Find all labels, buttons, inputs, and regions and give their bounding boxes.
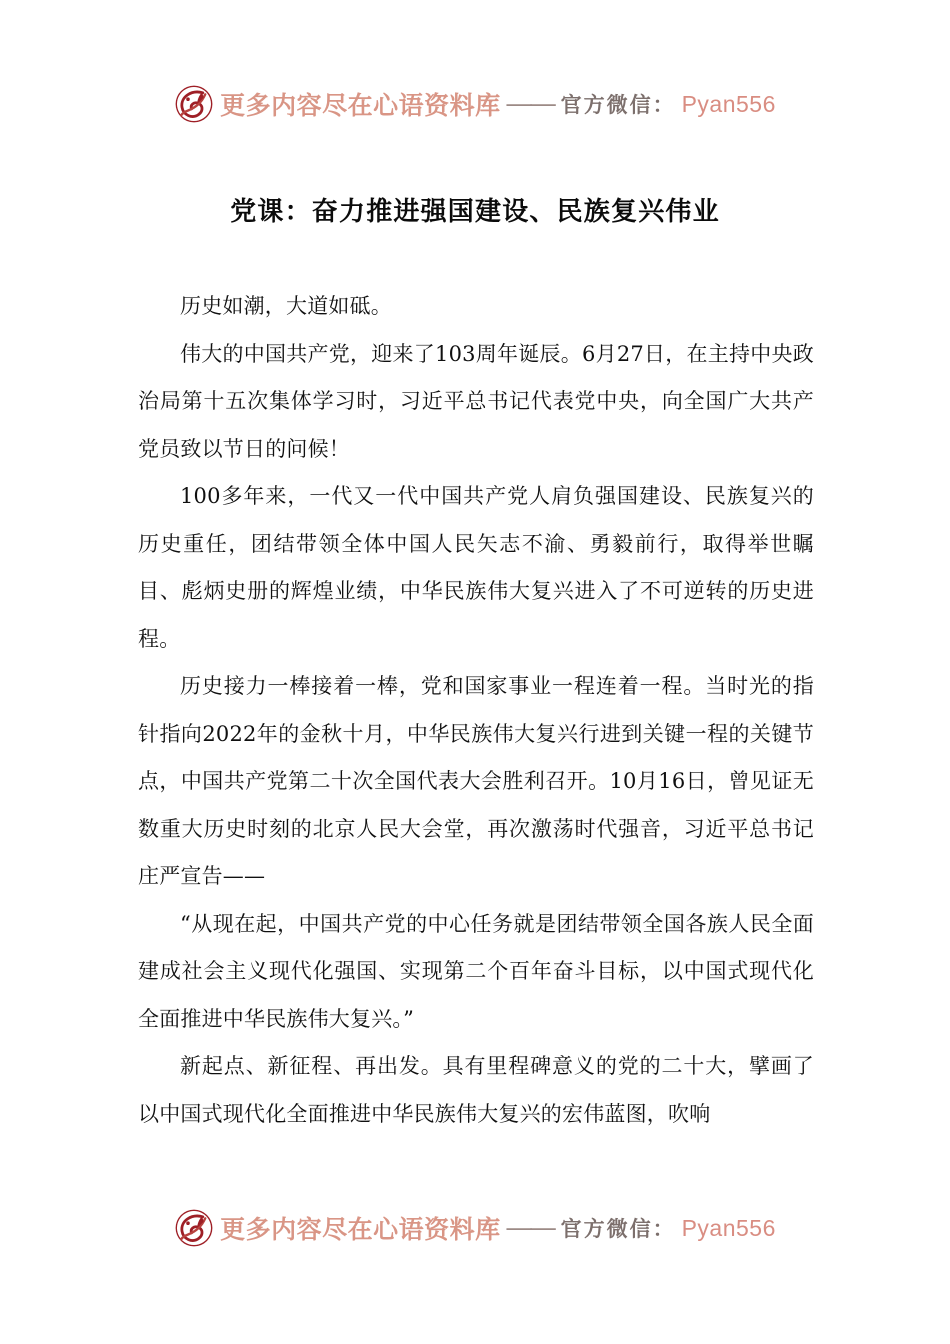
paragraph: 伟大的中国共产党，迎来了103周年诞辰。6月27日，在主持中央政治局第十五次集体学习时，习近平总书记代表党中央，向全国广大共产党员致以节日的问候！	[138, 341, 814, 461]
footer-watermark	[0, 1208, 950, 1248]
watermark-main-text: 更多内容尽在心语资料库	[220, 93, 501, 120]
watermark-label: 官方微信：	[560, 93, 676, 117]
swirl-seal-icon	[174, 1208, 214, 1248]
watermark-label: 官方微信：	[560, 1217, 676, 1241]
header-watermark	[0, 84, 950, 124]
document-body	[138, 283, 814, 1138]
paragraph: 100多年来，一代又一代中国共产党人肩负强国建设、民族复兴的历史重任，团结带领全体中国人民矢志不渝、勇毅前行，取得举世瞩目、彪炳史册的辉煌业绩，中华民族伟大复兴进入了不可逆转的历史进程。	[138, 484, 814, 651]
watermark-account-id: Pyan556	[681, 1214, 776, 1241]
watermark-dash: ——	[506, 1214, 555, 1241]
page-title: 党课：奋力推进强国建设、民族复兴伟业	[230, 197, 720, 228]
paragraph: “从现在起，中国共产党的中心任务就是团结带领全国各族人民全面建成社会主义现代化强国、实现第二个百年奋斗目标，以中国式现代化全面推进中华民族伟大复兴。”	[138, 911, 814, 1031]
watermark-account-id: Pyan556	[681, 90, 776, 117]
paragraph: 新起点、新征程、再出发。具有里程碑意义的党的二十大，擘画了以中国式现代化全面推进中华民族伟大复兴的宏伟蓝图，吹响	[138, 1054, 814, 1126]
paragraph: 历史如潮，大道如砥。	[180, 294, 392, 318]
paragraph: 历史接力一棒接着一棒，党和国家事业一程连着一程。当时光的指针指向2022年的金秋十月，中华民族伟大复兴行进到关键一程的关键节点，中国共产党第二十次全国代表大会胜利召开。10月16日，曾见证无数重大历史时刻的北京人民大会堂，再次激荡时代强音，习近平总书记庄严宣告——	[138, 674, 814, 888]
swirl-seal-icon	[174, 84, 214, 124]
watermark-main-text: 更多内容尽在心语资料库	[220, 1217, 501, 1244]
watermark-dash: ——	[506, 90, 555, 117]
